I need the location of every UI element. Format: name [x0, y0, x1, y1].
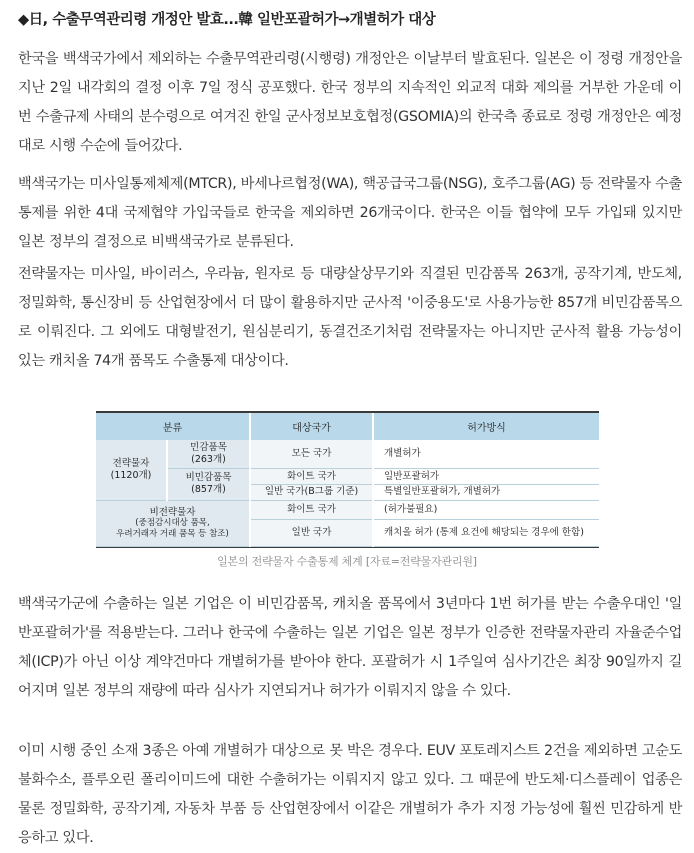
method-cell: 개별허가	[373, 440, 599, 468]
table-row	[96, 500, 599, 519]
target-cell: 화이트 국가	[250, 469, 373, 485]
paragraph-5: 이미 시행 중인 소재 3종은 아예 개별허가 대상으로 못 박은 경우다. EUV 포토레지스트 2건을 제외하면 고순도 불화수소, 플루오린 폴리이미드에 대한 수출허가는 이뤄지지 않고 있다. 그 때문에 반도체·디스플레이 업종은 물론 정밀화학, 공작기계, 자동차 부품 등 산업현장에서 이같은 개별허가 추가 지정 가능성에 훨씬 민감하게 반응하고 있다.	[18, 743, 682, 846]
non-strategic-goods-cell	[96, 500, 250, 546]
method-cell: (허가불필요)	[373, 500, 599, 519]
paragraph-1: 한국을 백색국가에서 제외하는 수출무역관리령(시행령) 개정안은 이날부터 발효된다. 일본은 이 정령 개정안을 지난 2일 내각회의 결정 이후 7일 정식 공포했다. 한국 정부의 지속적인 외교적 대화 제의를 거부한 가운데 이번 수출규제 사태의 분수령으로 여겨진 한일 군사정보보호협정(GSOMIA)의 한국측 종료로 정령 개정안은 예정대로 시행 수순에 들어갔다.	[18, 51, 682, 154]
table-row	[96, 469, 599, 485]
target-cell: 화이트 국가	[250, 500, 373, 519]
sensitive-items-label: 민감품목	[190, 442, 227, 454]
export-control-table	[96, 411, 599, 548]
table-caption: 일본의 전략물자 수출통제 체계 [자료=전략물자관리원]	[217, 555, 477, 568]
target-cell: 모든 국가	[250, 440, 373, 468]
paragraph-4: 백색국가군에 수출하는 일본 기업은 이 비민감품목, 캐치올 품목에서 3년마다 1번 허가를 받는 수출우대인 '일반포괄허가'를 적용받는다. 그러나 한국에 수출하는 일본 기업은 일본 정부가 인증한 전략물자관리 자율준수업체(ICP)가 아닌 이상 계약건마다 개별허가를 받아야 한다. 포괄허가 시 1주일여 심사기간은 최장 90일까지 길어지며 일본 정부의 재량에 따라 심사가 지연되거나 허가가 이뤄지지 않을 수 있다.	[18, 596, 682, 699]
method-cell: 특별일반포괄허가, 개별허가	[373, 484, 599, 500]
method-cell: 캐치올 허가 (통제 요건에 해당되는 경우에 한함)	[373, 519, 599, 546]
target-cell: 일반 국가	[250, 519, 373, 546]
sensitive-items-count: (263개)	[191, 454, 226, 466]
header-permit-method: 허가방식	[373, 413, 599, 440]
method-cell: 일반포괄허가	[373, 469, 599, 485]
table-header-row	[96, 413, 599, 440]
nonsensitive-items-count: (857개)	[191, 484, 226, 496]
nonsensitive-items-label: 비민감품목	[185, 472, 232, 484]
target-cell: 일반 국가(B그룹 기준)	[250, 484, 373, 500]
table-row	[96, 440, 599, 468]
non-strategic-goods-label: 비전략물자	[149, 506, 196, 518]
nonsensitive-items-cell	[167, 469, 250, 501]
header-category: 분류	[96, 413, 250, 440]
strategic-goods-cell	[96, 440, 167, 500]
strategic-goods-count: (1120개)	[110, 470, 152, 482]
paragraph-3: 전략물자는 미사일, 바이러스, 우라늄, 원자로 등 대량살상무기와 직결된 민감품목 263개, 공작기계, 반도체, 정밀화학, 통신장비 등 산업현장에서 더 많이 활용하지만 군사적 '이중용도'로 사용가능한 857개 비민감품목으로 이뤄진다. 그 외에도 대형발전기, 원심분리기, 동결건조기처럼 전략물자는 아니지만 군사적 활용 가능성이 있는 캐치올 74개 품목도 수출통제 대상이다.	[18, 266, 682, 369]
paragraph-2: 백색국가는 미사일통제체제(MTCR), 바세나르협정(WA), 핵공급국그룹(NSG), 호주그룹(AG) 등 전략물자 수출통제를 위한 4대 국제협약 가입국들로 한국을 제외하면 26개국이다. 한국은 이들 협약에 모두 가입돼 있지만 일본 정부의 결정으로 비백색국가로 분류된다.	[18, 176, 682, 250]
sensitive-items-cell	[167, 440, 250, 468]
header-target-country: 대상국가	[250, 413, 373, 440]
article-title: ◆日, 수출무역관리령 개정안 발효...韓 일반포괄허가→개별허가 대상	[18, 12, 436, 28]
strategic-goods-label: 전략물자	[112, 458, 150, 470]
non-strategic-goods-note: (중점감시대상 품목, 우려거래자 거래 품목 등 참조)	[116, 517, 229, 539]
